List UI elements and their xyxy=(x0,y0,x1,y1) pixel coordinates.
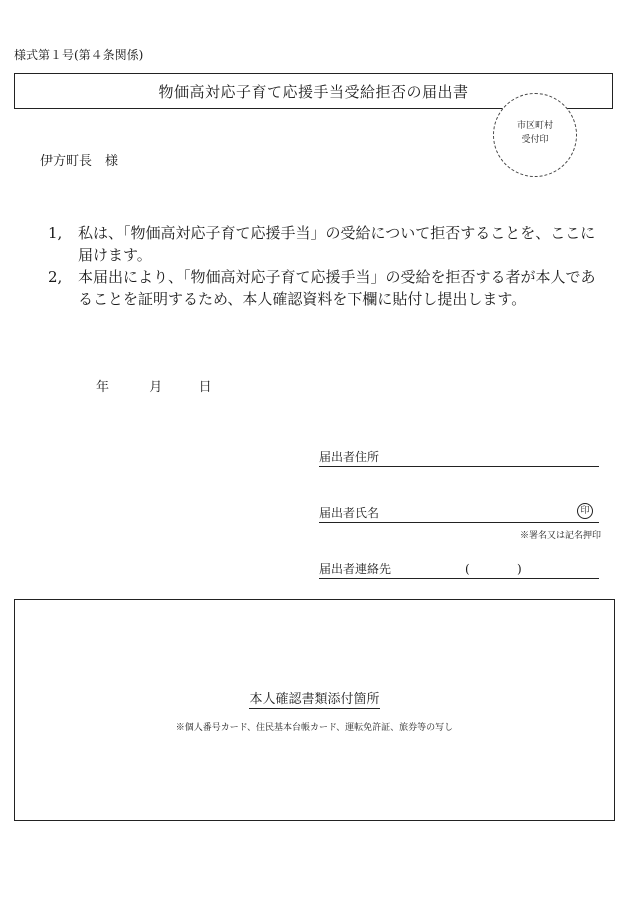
applicant-name-field[interactable] xyxy=(319,504,599,523)
declaration-item-text: 私は、「物価高対応子育て応援手当」の受給について拒否することを、ここに届けます。 xyxy=(78,224,596,264)
date-line xyxy=(96,376,212,395)
declaration-item-number: 1, xyxy=(48,224,63,242)
contact-paren-close: ) xyxy=(517,562,522,576)
applicant-address-field[interactable] xyxy=(319,448,599,467)
declaration-item xyxy=(48,222,608,266)
date-year-label: 年 xyxy=(96,380,110,395)
reception-stamp-area xyxy=(493,93,577,177)
stamp-label-reception: 受付印 xyxy=(521,135,549,145)
declaration-item-number: 2, xyxy=(48,268,63,286)
attachment-note: ※個人番号カード、住民基本台帳カード、運転免許証、旅券等の写し xyxy=(175,723,454,733)
declaration-list xyxy=(48,222,608,310)
applicant-contact-label: 届出者連絡先 xyxy=(319,562,392,576)
form-number: 様式第１号(第４条関係) xyxy=(14,48,144,62)
applicant-address-label: 届出者住所 xyxy=(319,450,380,464)
applicant-contact-field[interactable] xyxy=(319,560,599,579)
declaration-item-text: 本届出により、「物価高対応子育て応援手当」の受給を拒否する者が本人であることを証明するため、本人確認資料を下欄に貼付し提出します。 xyxy=(78,268,596,308)
signature-note: ※署名又は記名押印 xyxy=(520,531,602,541)
date-month-label: 月 xyxy=(149,380,163,395)
id-document-attachment-box[interactable] xyxy=(14,599,615,821)
stamp-label-municipality: 市区町村 xyxy=(516,121,553,131)
attachment-title-wrap xyxy=(15,688,614,707)
declaration-item xyxy=(48,266,608,310)
date-day-label: 日 xyxy=(198,380,212,395)
applicant-name-label: 届出者氏名 xyxy=(319,506,380,520)
attachment-title: 本人確認書類添付箇所 xyxy=(249,692,380,707)
form-title: 物価高対応子育て応援手当受給拒否の届出書 xyxy=(158,82,469,101)
contact-paren-open: ( xyxy=(465,562,470,576)
seal-icon: 印 xyxy=(577,503,593,519)
addressee: 伊方町長 様 xyxy=(40,154,119,169)
